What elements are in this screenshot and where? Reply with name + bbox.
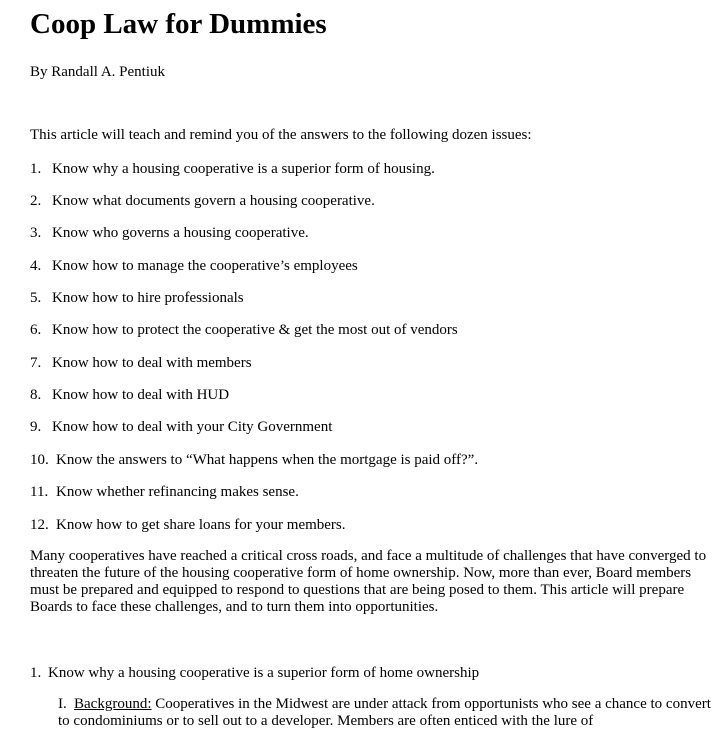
list-item-text: Know whether refinancing makes sense. (56, 484, 299, 500)
section-title: Know why a housing cooperative is a superior form of home ownership (48, 665, 480, 681)
list-item-number: 5. (30, 290, 42, 306)
list-item-number: 9. (30, 419, 42, 435)
section-heading (30, 664, 479, 682)
list-item-text: Know how to manage the cooperative’s employees (52, 258, 358, 274)
list-item (30, 224, 309, 242)
list-item (30, 321, 458, 339)
list-item-number: 2. (30, 193, 42, 209)
list-item-number: 1. (30, 161, 42, 177)
list-item-text: Know how to deal with members (52, 355, 252, 371)
section-number: 1. (30, 665, 42, 681)
background-text: Cooperatives in the Midwest are under attack from opportunists who see a chance to convert to condominiums or to sell out to a developer. Members are often enticed with the lure of (58, 696, 711, 729)
list-item-number: 12. (30, 517, 49, 533)
list-item-text: Know why a housing cooperative is a superior form of housing. (52, 161, 435, 177)
list-item-number: 11. (30, 484, 49, 500)
intro-text: This article will teach and remind you of the answers to the following dozen issues: (30, 127, 532, 143)
list-item (30, 418, 332, 436)
list-item-text: Know what documents govern a housing cooperative. (52, 193, 375, 209)
list-item (30, 386, 229, 404)
intro-paragraph: Many cooperatives have reached a critical cross roads, and face a multitude of challenges that have converged to threaten the future of the housing cooperative form of home ownership. Now, more than ever, Board members must be prepared and equipped to respond to questions that are being posed to them. This article will prepare Boards to face these challenges, and to turn them into opportunities. (30, 548, 707, 615)
list-item-text: Know how to deal with your City Government (52, 419, 333, 435)
list-item (30, 257, 358, 275)
background-paragraph (58, 696, 720, 730)
list-item-number: 8. (30, 387, 42, 403)
list-item-number: 7. (30, 355, 42, 371)
subsection-number: I. (58, 696, 67, 712)
list-item-number: 6. (30, 322, 42, 338)
list-item (30, 289, 244, 307)
list-item-text: Know how to deal with HUD (52, 387, 230, 403)
author-line: By Randall A. Pentiuk (30, 64, 165, 80)
list-item-text: Know how to protect the cooperative & get the most out of vendors (52, 322, 458, 338)
list-item-number: 4. (30, 258, 42, 274)
list-item-text: Know who governs a housing cooperative. (52, 225, 309, 241)
document-title: Coop Law for Dummies (30, 8, 327, 40)
list-item-text: Know how to hire professionals (52, 290, 244, 306)
list-item-text: Know the answers to “What happens when the mortgage is paid off?”. (56, 452, 479, 468)
list-item (30, 516, 346, 534)
list-item (30, 160, 435, 178)
list-item-number: 10. (30, 452, 49, 468)
list-item-text: Know how to get share loans for your members. (56, 517, 346, 533)
list-item-number: 3. (30, 225, 42, 241)
list-item (30, 451, 478, 469)
list-item (30, 354, 252, 372)
background-label: Background: (74, 696, 152, 712)
list-item (30, 483, 299, 501)
list-item (30, 192, 375, 210)
